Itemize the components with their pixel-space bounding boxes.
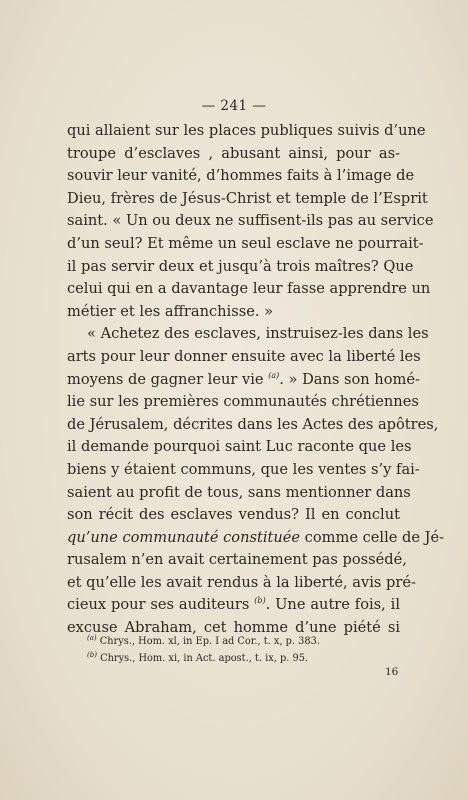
- text-line: celui qui en a davantage leur fasse apprendre un: [67, 280, 431, 298]
- footnote-text: Chrys., Hom. xi, in Act. apost., t. ix, p. 95.: [100, 653, 309, 664]
- footnote-mark: (a): [87, 634, 97, 642]
- text-segment: comme celle de Jé-: [300, 528, 445, 546]
- text-line: [67, 594, 400, 617]
- footnote-ref-a: (a): [268, 370, 280, 380]
- text-line: de Jérusalem, décrites dans les Actes des apôtres,: [67, 415, 439, 433]
- text-line: saint. « Un ou deux ne suffisent-ils pas au service: [67, 212, 434, 230]
- footnote: [67, 633, 400, 650]
- page-number: — 241 —: [201, 98, 267, 114]
- text-line: son récit des esclaves vendus? Il en conclut: [67, 506, 400, 524]
- italic-phrase: qu’une communauté constituée: [67, 528, 301, 546]
- text-line: il pas servir deux et jusqu’à trois maîtres? Que: [67, 257, 414, 275]
- text-line: qui allaient sur les places publiques suivis d’une: [67, 122, 426, 139]
- text-line: d’un seul? Et même un seul esclave ne pourrait-: [67, 234, 424, 252]
- text-line: et qu’elle les avait rendus à la liberté, avis pré-: [67, 573, 416, 591]
- text-line: Dieu, frères de Jésus-Christ et temple de l’Esprit: [67, 189, 428, 207]
- text-line: « Achetez des esclaves, instruisez-les dans les: [87, 325, 429, 343]
- text-line: arts pour leur donner ensuite avec la liberté les: [67, 347, 421, 365]
- footnote-mark: (b): [87, 651, 97, 659]
- text-line: lie sur les premières communautés chrétiennes: [67, 393, 419, 411]
- text-line: [67, 527, 445, 550]
- text-line: [67, 369, 420, 392]
- body-text: [67, 120, 445, 640]
- text-line: biens y étaient communs, que les ventes s’y fai-: [67, 460, 420, 478]
- text-line: il demande pourquoi saint Luc raconte que les: [67, 438, 412, 456]
- text-line: saient au profit de tous, sans mentionner dans: [67, 483, 411, 501]
- text-segment: cieux pour ses auditeurs: [67, 596, 250, 614]
- text-segment: moyens de gagner leur vie: [67, 370, 264, 388]
- text-line: métier et les affranchisse. »: [67, 302, 274, 320]
- footnote-ref-b: (b): [254, 596, 266, 606]
- text-line: souvir leur vanité, d’hommes faits à l’image de: [67, 167, 415, 185]
- text-line: rusalem n’en avait certainement pas possédé,: [67, 551, 407, 569]
- footnote: [67, 650, 400, 667]
- signature-mark: 16: [385, 666, 399, 678]
- text-segment: . Une autre fois, il: [265, 596, 400, 614]
- footnote-text: Chrys., Hom. xl, in Ep. I ad Cor., t. x, p. 383.: [99, 636, 320, 647]
- text-line: troupe d’esclaves , abusant ainsi, pour as-: [67, 144, 400, 162]
- footnotes: [67, 633, 400, 667]
- text-line: excuse Abraham, cet homme d’une piété si: [67, 619, 400, 637]
- text-segment: . » Dans son homé-: [279, 370, 420, 388]
